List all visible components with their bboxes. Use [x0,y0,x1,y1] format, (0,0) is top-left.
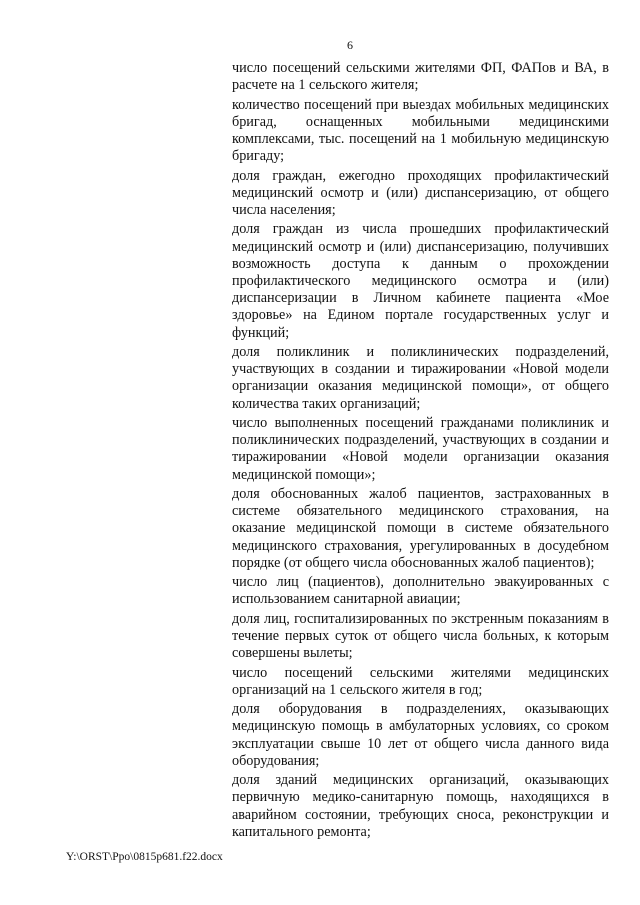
list-item: доля лиц, госпитализированных по экстренным показаниям в течение первых суток от общего числа больных, к которым совершены вылеты; [232,610,609,662]
list-item: количество посещений при выездах мобильных медицинских бригад, оснащенных мобильными медицинскими комплексами, тыс. посещений на 1 мобильную медицинскую бригаду; [232,96,609,165]
list-item: доля поликлиник и поликлинических подразделений, участвующих в создании и тиражировании «Новой модели организации оказания медицинской помощи», от общего количества таких организаций; [232,344,609,412]
list-item: доля граждан, ежегодно проходящих профилактический медицинский осмотр и (или) диспансеризацию, от общего числа населения; [232,167,609,218]
list-item: число посещений сельскими жителями ФП, ФАПов и ВА, в расчете на 1 сельского жителя; [232,60,609,94]
list-item: доля граждан из числа прошедших профилактический медицинский осмотр и (или) диспансеризацию, получивших возможность доступа к данным о прохождении профилактического медицинского осмотра и (или) диспансеризации в Личном кабинете пациента «Мое здоровье» на Едином портале государственных услуг и функций; [232,221,609,341]
page-number: 6 [347,38,353,52]
list-item: число лиц (пациентов), дополнительно эвакуированных с использованием санитарной авиации; [232,574,609,608]
indicator-list [232,60,609,843]
footer-file-path: Y:\ORST\Ppo\0815p681.f22.docx [66,851,223,863]
list-item: доля обоснованных жалоб пациентов, застрахованных в системе обязательного медицинского страхования, на оказание медицинской помощи в системе обязательного медицинского страхования, урегулированных в досудебном порядке (от общего числа обоснованных жалоб пациентов); [232,486,609,571]
list-item: число выполненных посещений гражданами поликлиник и поликлинических подразделений, участвующих в создании и тиражировании «Новой модели организации оказания медицинской помощи»; [232,415,609,483]
list-item: доля зданий медицинских организаций, оказывающих первичную медико-санитарную помощь, находящихся в аварийном состоянии, требующих сноса, реконструкции и капитального ремонта; [232,772,609,840]
list-item: число посещений сельскими жителями медицинских организаций на 1 сельского жителя в год; [232,664,609,698]
list-item: доля оборудования в подразделениях, оказывающих медицинскую помощь в амбулаторных условиях, со сроком эксплуатации свыше 10 лет от общего числа данного вида оборудования; [232,701,609,769]
